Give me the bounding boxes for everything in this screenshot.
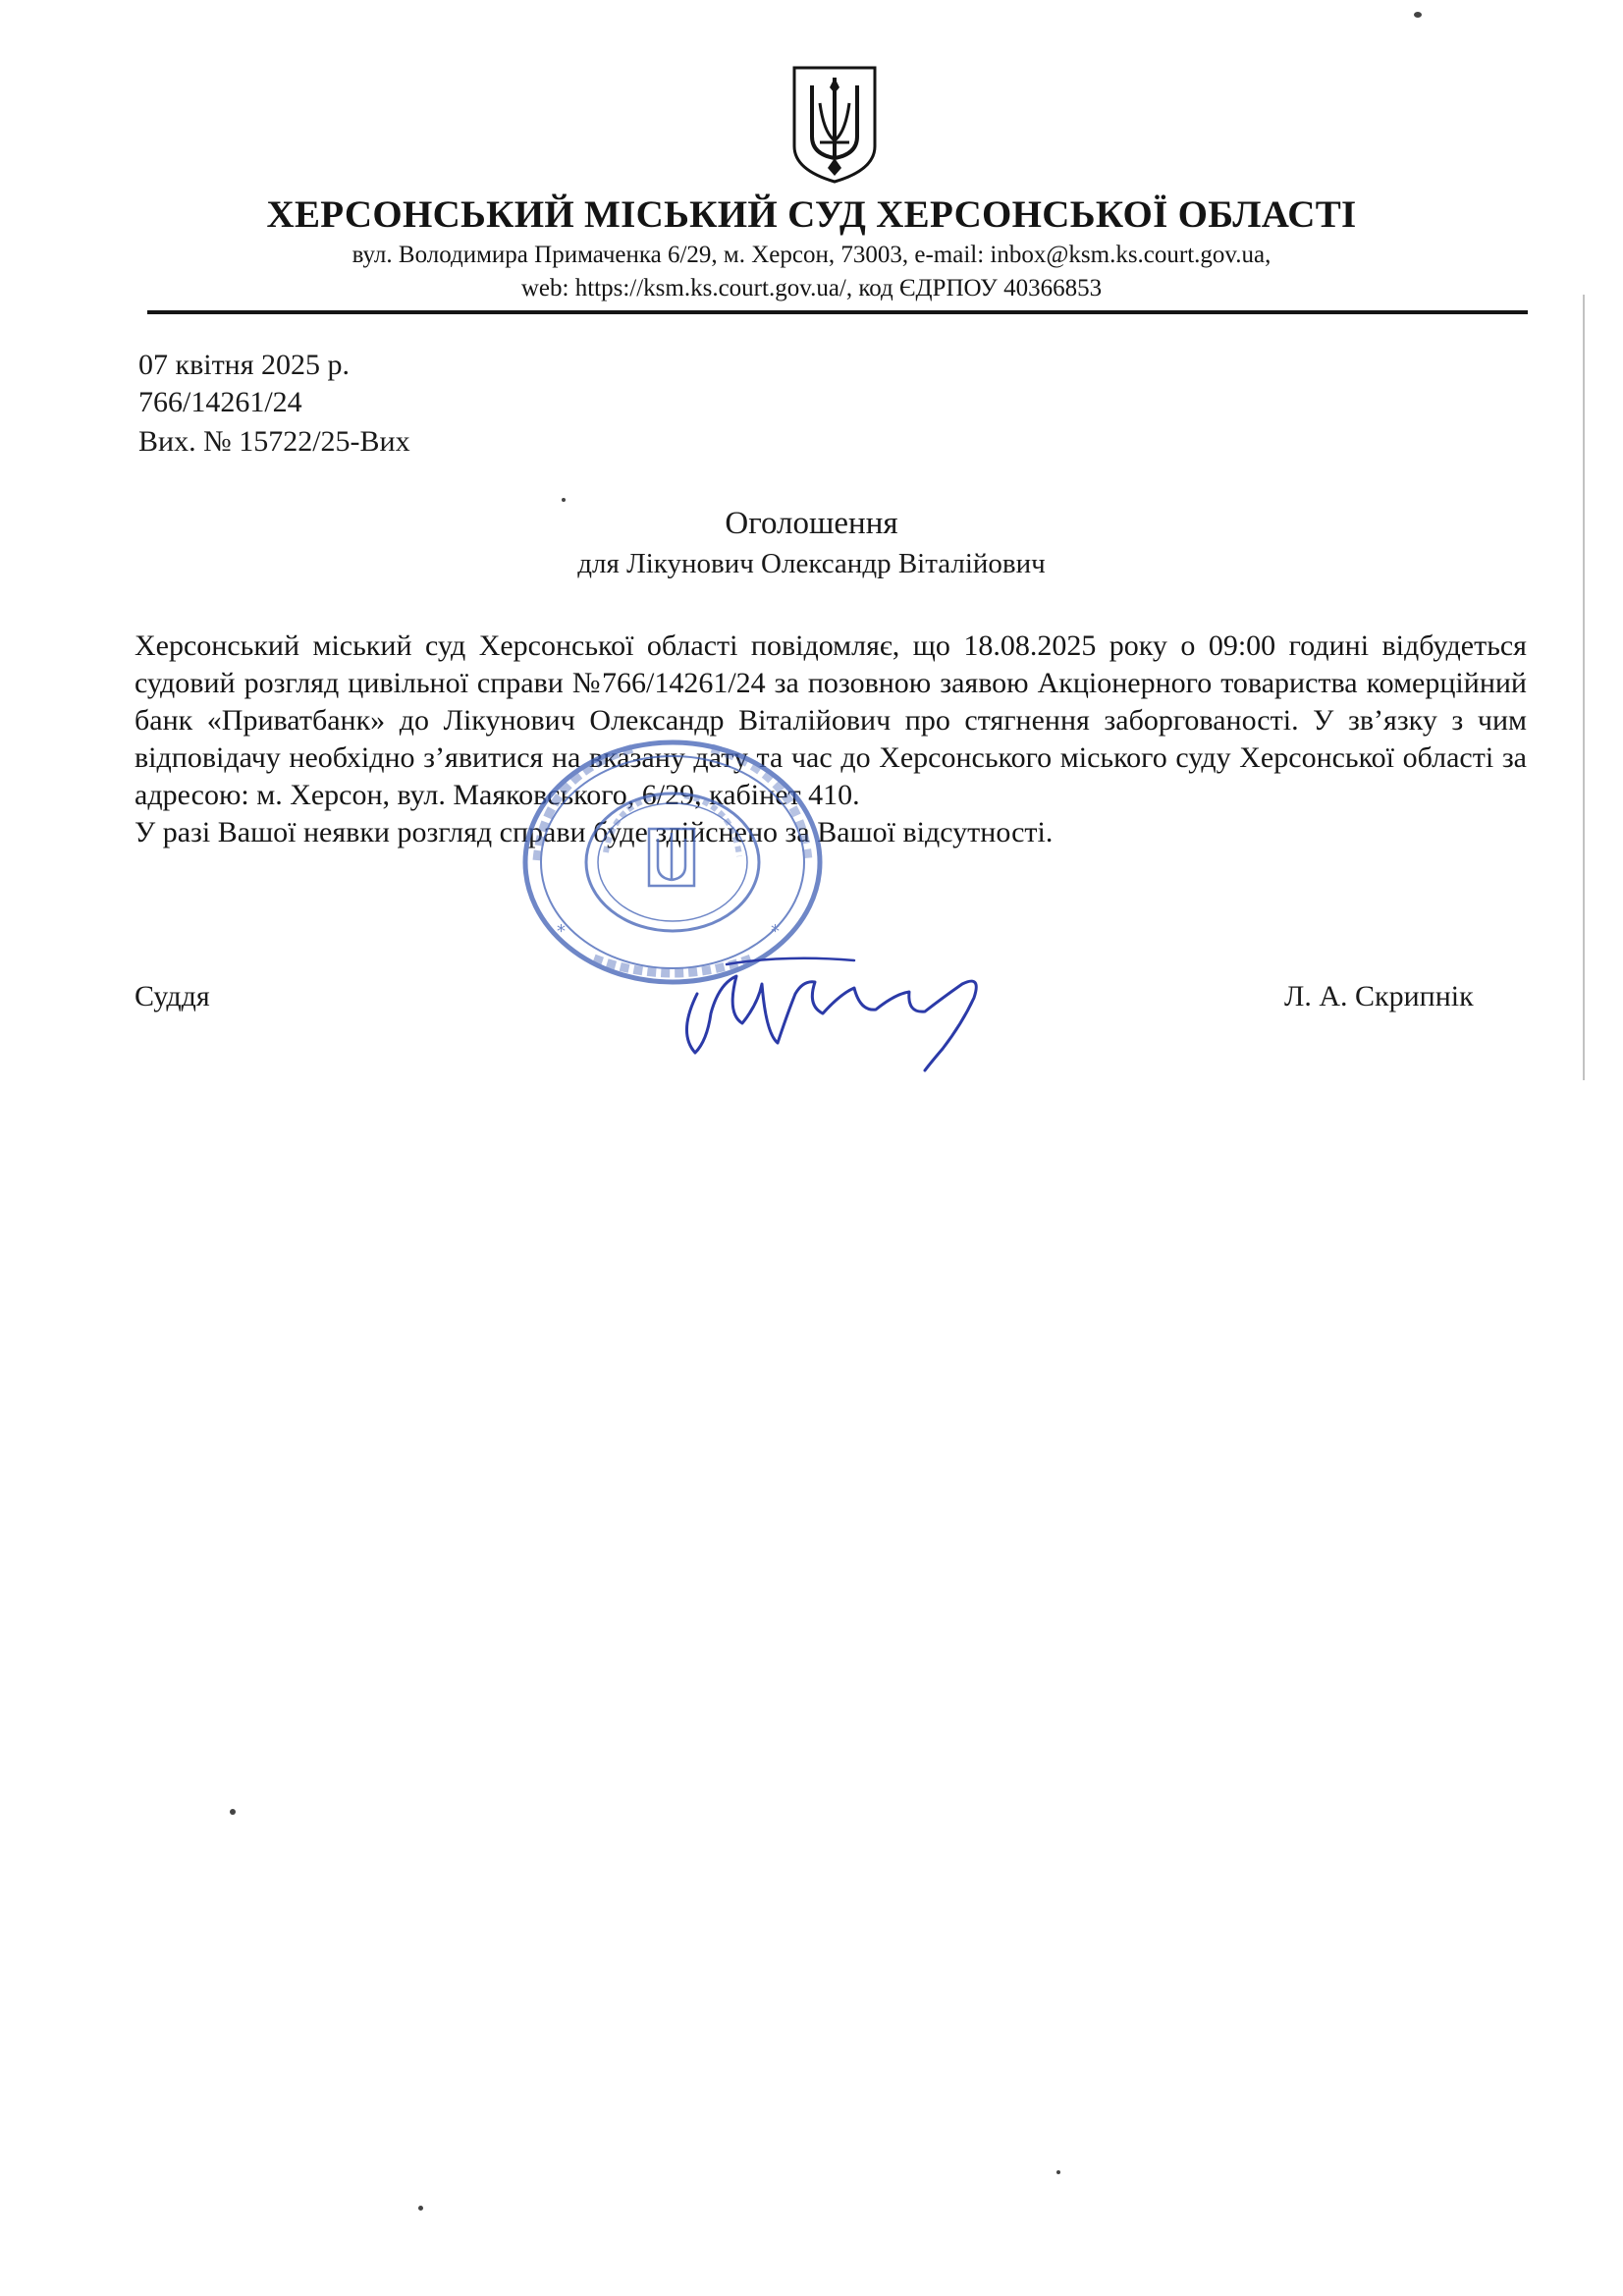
- coat-of-arms-icon: [790, 64, 879, 186]
- scan-speck: [230, 1809, 236, 1815]
- svg-text:*: *: [771, 921, 780, 942]
- body-paragraph: У разі Вашої неявки розгляд справи буде здійснено за Вашої відсутності.: [135, 816, 1054, 848]
- court-seal: [515, 735, 830, 990]
- handwritten-signature: [668, 955, 1001, 1072]
- scan-edge-line: [1583, 295, 1585, 1080]
- judge-label: Суддя: [135, 980, 210, 1012]
- letter-date: 07 квітня 2025 р.: [138, 349, 351, 381]
- court-name: ХЕРСОНСЬКИЙ МІСЬКИЙ СУД ХЕРСОНСЬКОЇ ОБЛАСТІ: [266, 193, 1357, 236]
- header-divider: [147, 310, 1528, 314]
- svg-text:*: *: [557, 921, 566, 942]
- court-web-code: web: https://ksm.ks.court.gov.ua/, код ЄДРПОУ 40366853: [520, 275, 1103, 301]
- scan-speck: [562, 498, 566, 502]
- announcement-addressee: для Лікунович Олександр Віталійович: [577, 548, 1046, 579]
- body-paragraph: Херсонський міський суд Херсонської області повідомляє, що 18.08.2025 року о 09:00 годині відбудеться судовий розгляд цивільної справи №766/14261/24 за позовною заявою Акціонерного товариства комерційний банк «Приватбанк» до Лікунович Олександр Віталійович про стягнення заборгованості. У зв’язку з чим відповідачу необхідно з’явитися на вказану дату та час до Херсонського міського суду Херсонської області за адресою: м. Херсон, вул. Маяковського, 6/29, кабінет 410.: [135, 629, 1527, 811]
- announcement-body: [135, 628, 1527, 851]
- scan-speck: [1056, 2170, 1060, 2174]
- judge-name: Л. А. Скрипнік: [1284, 980, 1474, 1012]
- court-address: вул. Володимира Примаченка 6/29, м. Херсон, 73003, e-mail: inbox@ksm.ks.court.gov.ua,: [352, 242, 1271, 268]
- scan-speck: [418, 2206, 423, 2211]
- scan-speck: [1414, 12, 1422, 18]
- announcement-title: Оголошення: [725, 506, 898, 541]
- case-number: 766/14261/24: [138, 386, 302, 418]
- outgoing-number: Вих. № 15722/25-Вих: [138, 425, 410, 458]
